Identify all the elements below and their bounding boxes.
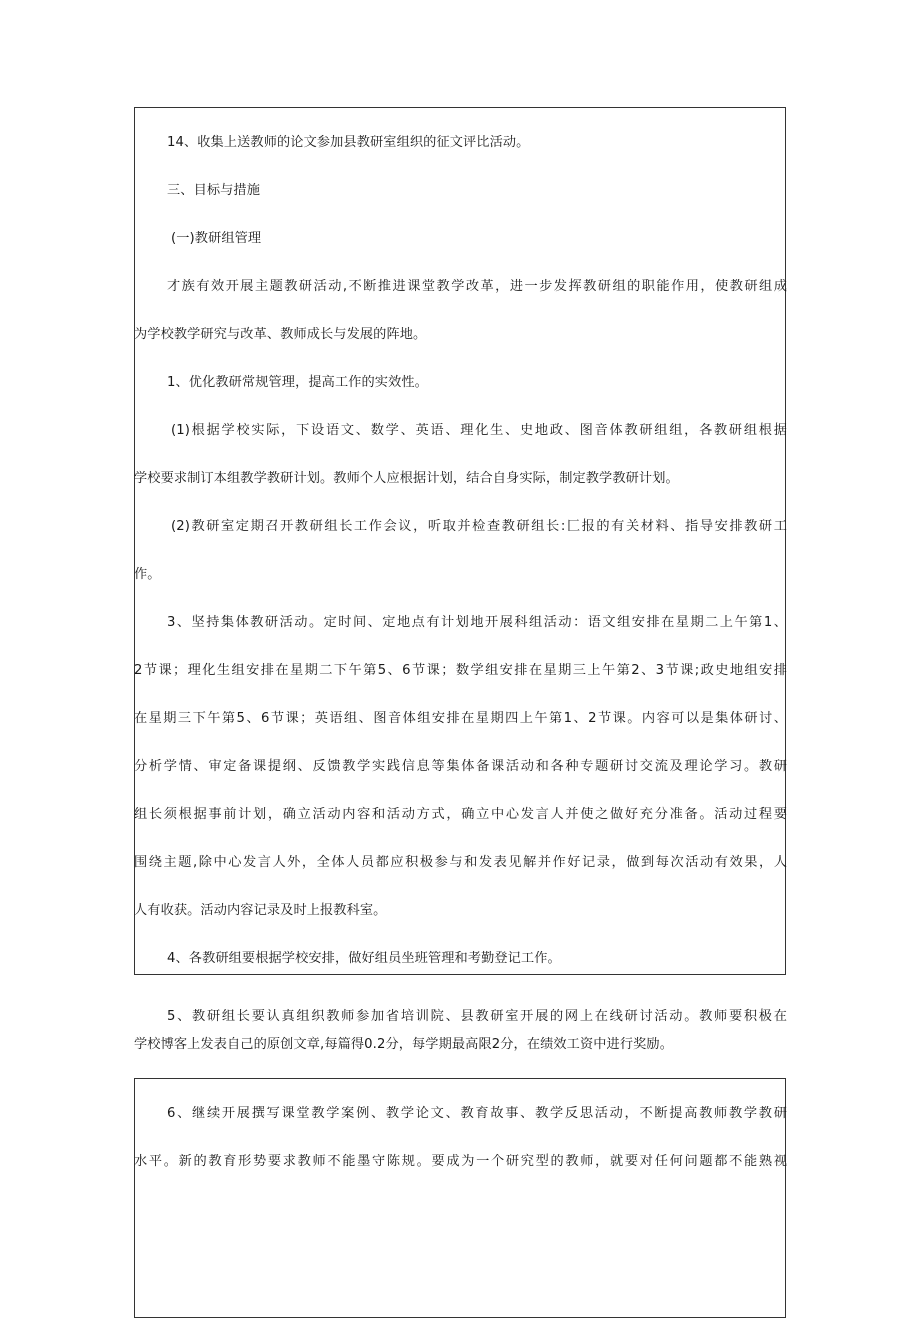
paragraph-item-1: 1、优化教研常规管理，提高工作的实效性。	[167, 375, 428, 390]
paragraph-item-3-line-2: 2节课；理化生组安排在星期二下午第5、6节课；数学组安排在星期三上午第2、3节课;政史地组安排	[134, 663, 787, 678]
paragraph-sub-2-line-1: (2)教研室定期召开教研组长工作会议，听取并检查教研组长:匚报的有关材料、指导安排教研工	[171, 519, 787, 534]
paragraph-sub-2-line-2: 作。	[134, 567, 161, 582]
paragraph-item-3-line-1: 3、坚持集体教研活动。定时间、定地点有计划地开展科组活动：语文组安排在星期二上午第1、	[167, 615, 787, 630]
paragraph-item-3-line-4: 分析学情、审定备课提纲、反馈教学实践信息等集体备课活动和各种专题研讨交流及理论学习。教研	[134, 759, 787, 774]
subsection-heading: (一)教研组管理	[171, 231, 262, 246]
paragraph-intro-line-1: 才族有效开展主题教研活动,不断推进课堂教学改革，进一步发挥教研组的职能作用，使教研组成	[167, 279, 787, 294]
paragraph-sub-1-line-1: (1)根据学校实际，下设语文、数学、英语、理化生、史地政、图音体教研组组，各教研组根据	[171, 423, 787, 438]
paragraph-item-3-line-7: 人有收获。活动内容记录及时上报教科室。	[134, 903, 387, 918]
paragraph-item-5-line-2: 学校博客上发表自己的原创文章,每篇得0.2分，每学期最高限2分，在绩效工资中进行奖励。	[134, 1037, 673, 1052]
paragraph-item-14: 14、收集上送教师的论文参加县教研室组织的征文评比活动。	[167, 135, 530, 150]
paragraph-intro-line-2: 为学校教学研究与改革、教师成长与发展的阵地。	[134, 327, 427, 342]
paragraph-sub-1-line-2: 学校要求制订本组教学教研计划。教师个人应根据计划，结合自身实际，制定教学教研计划。	[134, 471, 679, 486]
section-heading: 三、目标与措施	[167, 183, 261, 198]
paragraph-item-3-line-6: 围绕主题,除中心发言人外，全体人员都应积极参与和发表见解并作好记录，做到每次活动有效果，人	[134, 855, 787, 870]
paragraph-item-3-line-5: 组长须根据事前计划，确立活动内容和活动方式，确立中心发言人并使之做好充分准备。活动过程要	[134, 807, 787, 822]
paragraph-item-4: 4、各教研组要根据学校安排，做好组员坐班管理和考勤登记工作。	[167, 951, 561, 966]
paragraph-item-5-line-1: 5、教研组长要认真组织教师参加省培训院、县教研室开展的网上在线研讨活动。教师要积极在	[167, 1009, 787, 1024]
paragraph-item-3-line-3: 在星期三下午第5、6节课；英语组、图音体组安排在星期四上午第1、2节课。内容可以是集体研讨、	[134, 711, 787, 726]
paragraph-item-6-line-1: 6、继续开展撰写课堂教学案例、教学论文、教育故事、教学反思活动，不断提高教师教学教研	[167, 1106, 787, 1121]
paragraph-item-6-line-2: 水平。新的教育形势要求教师不能墨守陈规。要成为一个研究型的教师，就要对任何问题都不能熟视	[134, 1154, 787, 1169]
